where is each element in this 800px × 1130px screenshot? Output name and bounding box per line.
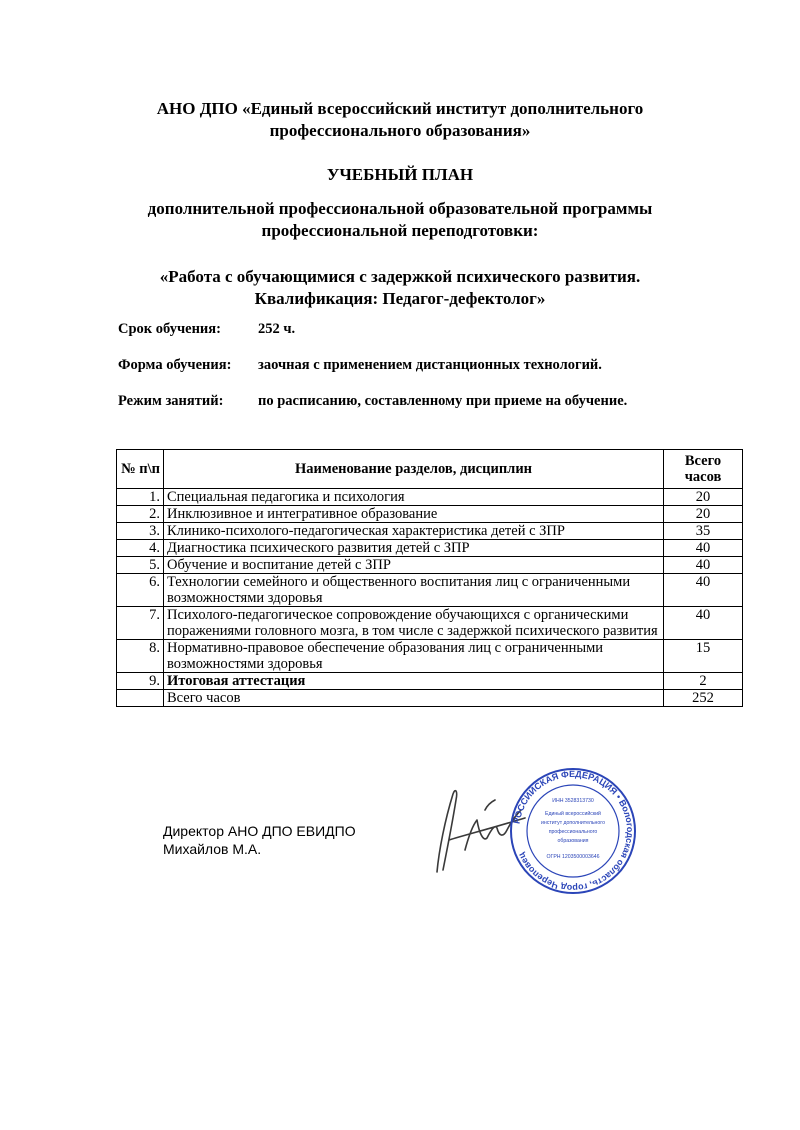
table-row bbox=[117, 574, 743, 607]
row-number: 2. bbox=[117, 506, 164, 523]
row-number: 5. bbox=[117, 557, 164, 574]
table-row bbox=[117, 489, 743, 506]
table-row bbox=[117, 523, 743, 540]
mode-label: Режим занятий: bbox=[118, 393, 224, 409]
table-row bbox=[117, 540, 743, 557]
total-label: Всего часов bbox=[164, 690, 664, 707]
curriculum-table bbox=[116, 449, 743, 707]
header-name: Наименование разделов, дисциплин bbox=[164, 450, 664, 489]
mode-value: по расписанию, составленному при приеме на обучение. bbox=[258, 393, 628, 409]
table-total-row bbox=[117, 690, 743, 707]
row-name: Специальная педагогика и психология bbox=[164, 489, 664, 506]
row-number: 1. bbox=[117, 489, 164, 506]
total-number-empty bbox=[117, 690, 164, 707]
program-line-1: дополнительной профессиональной образовательной программы bbox=[147, 199, 653, 218]
stamp-line-5: образования bbox=[557, 838, 589, 844]
row-hours: 40 bbox=[664, 607, 743, 640]
header-hours-line-1: Всего bbox=[684, 453, 722, 469]
total-hours: 252 bbox=[664, 690, 743, 707]
org-line-1: АНО ДПО «Единый всероссийский институт дополнительного bbox=[156, 99, 644, 118]
stamp-ogrn: ОГРН 1203500003646 bbox=[546, 854, 600, 860]
document-title: УЧЕБНЫЙ ПЛАН bbox=[326, 165, 474, 184]
row-number: 7. bbox=[117, 607, 164, 640]
course-line-2: Квалификация: Педагог-дефектолог» bbox=[254, 289, 546, 308]
stamp-inn: ИНН 3528313730 bbox=[552, 798, 594, 804]
stamp-outer-text: РОССИЙСКАЯ ФЕДЕРАЦИЯ • Вологодская область, город Череповец bbox=[511, 768, 636, 894]
stamp-line-3: институт дополнительного bbox=[541, 820, 605, 826]
row-name: Инклюзивное и интегративное образование bbox=[164, 506, 664, 523]
row-hours: 20 bbox=[664, 506, 743, 523]
course-title bbox=[0, 266, 800, 310]
table-row bbox=[117, 506, 743, 523]
organization-stamp bbox=[508, 766, 638, 896]
header-hours bbox=[664, 450, 743, 489]
row-hours: 35 bbox=[664, 523, 743, 540]
row-name: Диагностика психического развития детей с ЗПР bbox=[164, 540, 664, 557]
row-hours: 2 bbox=[664, 673, 743, 690]
director-position: Директор АНО ДПО ЕВИДПО bbox=[163, 823, 356, 839]
header-hours-line-2: часов bbox=[684, 469, 722, 485]
table-row bbox=[117, 640, 743, 673]
row-number: 9. bbox=[117, 673, 164, 690]
org-line-2: профессионального образования» bbox=[269, 121, 531, 140]
row-name: Итоговая аттестация bbox=[164, 673, 664, 690]
row-number: 3. bbox=[117, 523, 164, 540]
duration-label: Срок обучения: bbox=[118, 321, 221, 337]
organization-name bbox=[0, 98, 800, 142]
row-name: Нормативно-правовое обеспечение образования лиц с ограниченными возможностями здоровья bbox=[164, 640, 664, 673]
duration-value: 252 ч. bbox=[258, 321, 296, 337]
row-number: 6. bbox=[117, 574, 164, 607]
row-name: Психолого-педагогическое сопровождение обучающихся с органическими поражениями головного мозга, в том числе с задержкой психического развития bbox=[164, 607, 664, 640]
program-description bbox=[0, 198, 800, 242]
row-hours: 40 bbox=[664, 540, 743, 557]
row-name: Клинико-психолого-педагогическая характеристика детей с ЗПР bbox=[164, 523, 664, 540]
row-name: Технологии семейного и общественного воспитания лиц с ограниченными возможностями здоровья bbox=[164, 574, 664, 607]
table-row bbox=[117, 607, 743, 640]
row-number: 8. bbox=[117, 640, 164, 673]
row-hours: 40 bbox=[664, 557, 743, 574]
form-value: заочная с применением дистанционных технологий. bbox=[258, 357, 602, 373]
table-row-final-assessment bbox=[117, 673, 743, 690]
row-name: Обучение и воспитание детей с ЗПР bbox=[164, 557, 664, 574]
row-number: 4. bbox=[117, 540, 164, 557]
form-label: Форма обучения: bbox=[118, 357, 232, 373]
course-line-1: «Работа с обучающимися с задержкой психического развития. bbox=[159, 267, 641, 286]
table-row bbox=[117, 557, 743, 574]
program-line-2: профессиональной переподготовки: bbox=[261, 221, 539, 240]
row-hours: 15 bbox=[664, 640, 743, 673]
row-hours: 40 bbox=[664, 574, 743, 607]
signature-block bbox=[163, 822, 356, 858]
director-name: Михайлов М.А. bbox=[163, 841, 262, 857]
header-number: № п\п bbox=[117, 450, 164, 489]
row-hours: 20 bbox=[664, 489, 743, 506]
stamp-line-2: Единый всероссийский bbox=[545, 811, 601, 817]
table-header-row bbox=[117, 450, 743, 489]
stamp-line-4: профессионального bbox=[548, 829, 598, 835]
